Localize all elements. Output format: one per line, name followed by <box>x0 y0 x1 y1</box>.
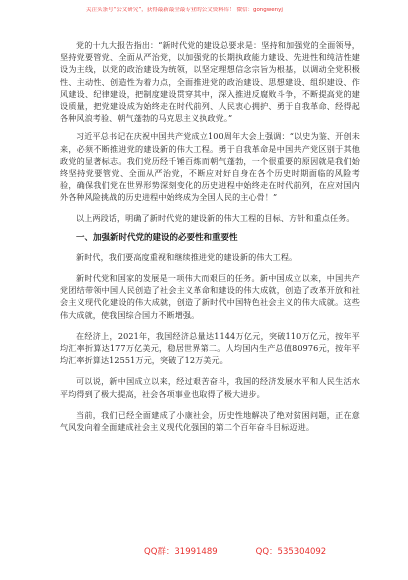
paragraph-summary: 以上两段话，明确了新时代党的建设新的伟大工程的目标、方针和重点任务。 <box>76 212 355 223</box>
paragraph-new-era: 新时代，我们要高度重视和继续推进党的建设新的伟大工程。 <box>76 251 298 262</box>
qq-group-contact: QQ群：31991489 <box>144 547 218 557</box>
section-heading: 一、加强新时代党的建设的必要性和重要性 <box>76 232 238 243</box>
paragraph-economy: 在经济上，2021年，我国经济总量达1144万亿元，突破110万亿元，按年平均汇率折算达177万亿美元，稳居世界第二。人均国内生产总值80976元，按年平均汇率折算达12551万元，突破了12万美元。 <box>60 330 360 366</box>
paragraph-centenary-quote: 习近平总书记在庆祝中国共产党成立100周年大会上强调：“以史为鉴、开创未来，必须不断推进党的建设新的伟大工程。勇于自我革命是中国共产党区别于其他政党的显著标志。我们党历经千锤百炼而朝气蓬勃，一个很重要的原因就是我们始终坚持党要管党、全面从严治党，不断应对好自身在各个历史时期面临的风险考验，确保我们党在世界形势深刻变化的历史进程中始终走在时代前列，在应对国内外各种风险挑战的历史进程中始终成为全国人民的主心骨！” <box>60 131 360 203</box>
paragraph-current-goal: 当前，我们已经全面建成了小康社会，历史性地解决了绝对贫困问题，正在意气风发向着全面建成社会主义现代化强国的第二个百年奋斗目标迈进。 <box>60 409 360 433</box>
qq-contact: QQ：535304092 <box>255 547 327 557</box>
paragraph-development: 可以说，新中国成立以来，经过艰苦奋斗，我国的经济发展水平和人民生活水平均得到了极大提高，社会各项事业也取得了极大进步。 <box>60 376 360 399</box>
paragraph-report-quote: 党的十九大报告指出：“新时代党的建设总要求是：坚持和加强党的全面领导，坚持党要管党、全面从严治党，以加强党的长期执政能力建设、先进性和纯洁性建设为主线，以党的政治建设为统领，以坚定理想信念宗旨为根基，以调动全党积极性、主动性、创造性为着力点，全面推进党的政治建设、思想建设、组织建设、作风建设、纪律建设，把制度建设贯穿其中，深入推进反腐败斗争，不断提高党的建设质量，把党建设成为始终走在时代前列、人民衷心拥护、勇于自我革命、经得起各种风浪考验、朝气蓬勃的马克思主义执政党。” <box>60 40 360 124</box>
top-banner: 关注头条号“公文研究”，获得最新最全最专业的公文资料库！ 微信：gongwenyj <box>86 7 283 13</box>
paragraph-achievements: 新时代党和国家的发展是一项伟大而艰巨的任务。新中国成立以来，中国共产党团结带领中国人民创造了社会主义革命和建设的伟大成就，创造了改革开放和社会主义现代化建设的伟大成就，创造了新时代中国特色社会主义的伟大成就。这些伟大成就，使我国综合国力不断增强。 <box>60 273 360 320</box>
contact-footer <box>144 545 364 557</box>
document-body <box>60 39 360 433</box>
